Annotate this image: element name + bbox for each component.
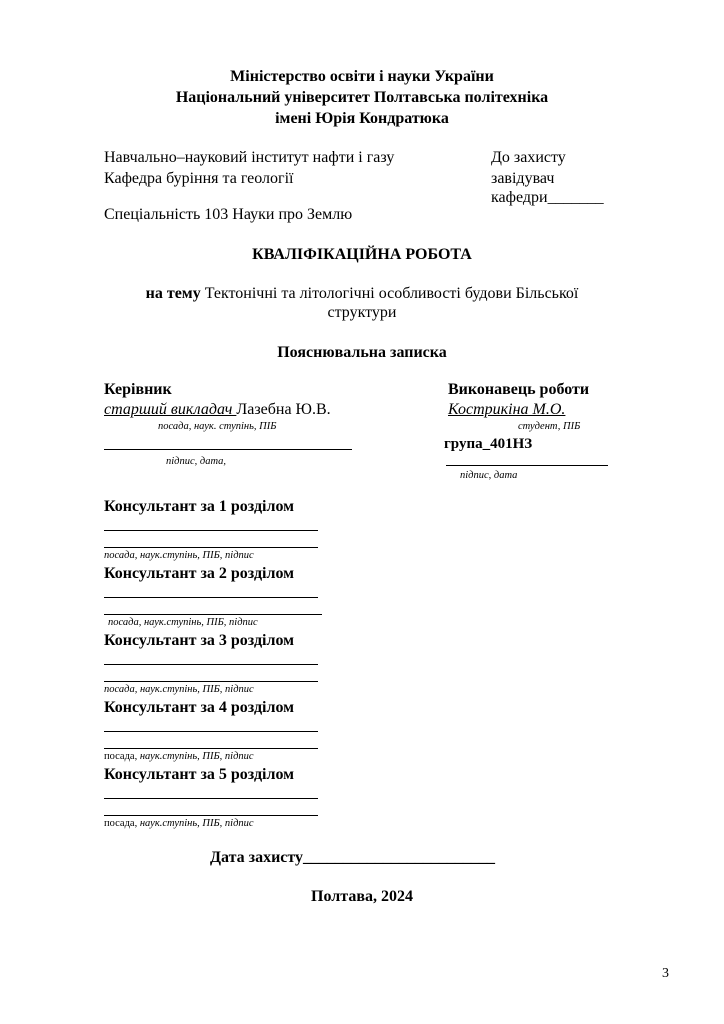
executor-group: група_401НЗ [444,436,533,452]
consultant-5-caption: наук.ступінь, ПІБ, підпис [139,818,254,829]
explanatory-note-heading: Пояснювальна записка [277,344,447,361]
consultant-1-line-2 [104,547,318,548]
consultant-5-heading: Консультант за 5 розділом [104,766,295,783]
ministry-heading: Міністерство освіти і науки України [230,68,494,85]
consultant-4-caption-row [104,751,254,762]
consultant-3-heading: Консультант за 3 розділом [104,632,295,649]
executor-signature-line [446,465,608,466]
consultant-1-line-1 [104,530,318,531]
topic-text: Тектонічні та літологічні особливості будови Більської [204,285,579,302]
supervisor-name: Лазебна Ю.В. [236,401,331,418]
defense-approval-line3: кафедри_______ [491,189,604,206]
page-number: 3 [662,966,669,981]
executor-name: Кострикіна М.О. [448,401,566,418]
consultant-2-caption: посада, наук.ступінь, ПІБ, підпис [108,617,258,628]
supervisor-info [104,401,331,419]
consultant-4-line-2 [104,748,318,749]
city-year: Полтава, 2024 [311,888,413,905]
executor-caption: студент, ПІБ [518,421,581,432]
topic-line1 [0,285,724,303]
consultant-4-caption: наук.ступінь, ПІБ, підпис [139,751,254,762]
consultant-5-caption-row [104,818,254,829]
supervisor-signature-caption: підпис, дата, [166,456,227,467]
consultant-5-line-1 [104,798,318,799]
institute-name: Навчально–науковий інститут нафти і газу [104,149,395,166]
consultant-3-line-2 [104,681,318,682]
topic-label: на тему [145,285,201,302]
specialty: Спеціальність 103 Науки про Землю [104,206,353,223]
consultant-2-line-1 [104,597,318,598]
consultant-3-line-1 [104,664,318,665]
consultant-1-heading: Консультант за 1 розділом [104,498,295,515]
topic-line2: структури [327,304,397,321]
consultant-5-caption-prefix: посада, [104,818,140,829]
consultant-1-caption: посада, наук.ступінь, ПІБ, підпис [104,550,254,561]
supervisor-signature-line [104,449,352,450]
defense-approval-line2: завідувач [491,170,555,187]
defense-approval-line1: До захисту [491,149,566,166]
defense-date: Дата захисту________________________ [210,849,496,866]
consultant-4-caption-prefix: посада, [104,751,140,762]
university-name-heading: імені Юрія Кондратюка [275,110,449,127]
supervisor-caption: посада, наук. ступінь, ПІБ [158,421,277,432]
supervisor-position: старший викладач [104,401,237,418]
supervisor-heading: Керівник [104,381,172,398]
consultant-2-heading: Консультант за 2 розділом [104,565,295,582]
executor-signature-caption: підпис, дата [460,470,518,481]
consultant-2-line-2 [104,614,322,615]
department-name: Кафедра буріння та геології [104,170,294,187]
consultant-5-line-2 [104,815,318,816]
document-title: КВАЛІФІКАЦІЙНА РОБОТА [252,246,472,263]
consultant-4-line-1 [104,731,318,732]
consultant-3-caption: посада, наук.ступінь, ПІБ, підпис [104,684,254,695]
executor-heading: Виконавець роботи [448,381,590,398]
university-heading: Національний університет Полтавська політехніка [175,89,549,106]
consultant-4-heading: Консультант за 4 розділом [104,699,295,716]
